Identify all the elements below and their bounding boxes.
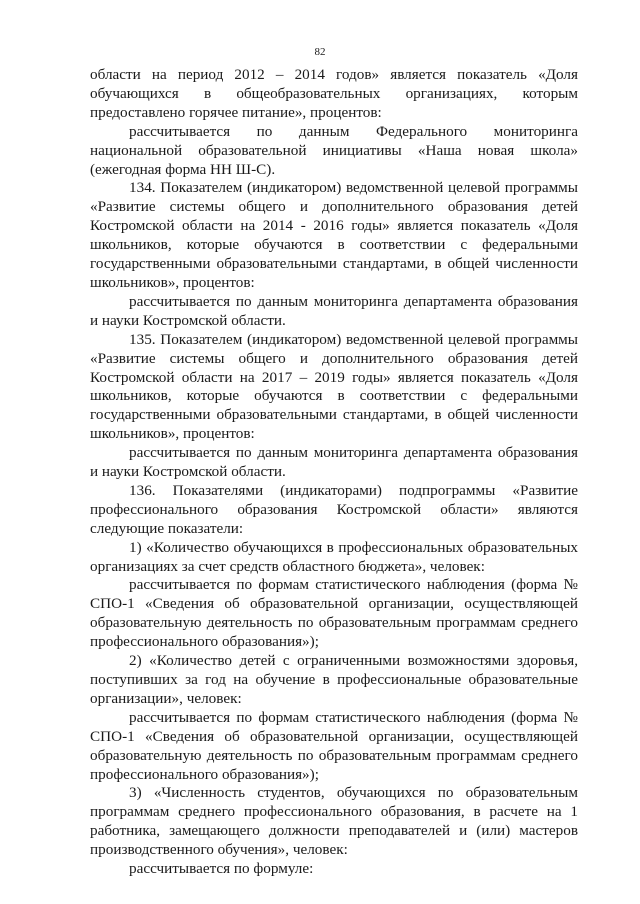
list-item: 1) «Количество обучающихся в профессиональных образовательных организациях за счет средств областного бюджета», человек: [90,538,578,575]
list-item: 2) «Количество детей с ограниченными возможностями здоровья, поступивших за год на обучение в профессиональные образовательные организации», человек: [90,652,578,707]
list-item: 3) «Численность студентов, обучающихся по образовательным программам среднего профессионального образования, в расчете на 1 работника, замещающего должности преподавателей и (или) мастеров производственного обучения», человек: [90,784,578,859]
paragraph: рассчитывается по данным Федерального мониторинга национальной образовательной инициативы «Наша новая школа» (ежегодная форма НН Ш-С). [90,122,578,178]
paragraph: 134. Показателем (индикатором) ведомственной целевой программы «Развитие системы общего и дополнительного образования детей Костромской области на 2014 - 2016 годы» является показатель «Доля школьников, которые обучаются в соответствии с федеральными государственными образовательными стандартами, в общей численности школьников», процентов: [90,179,578,291]
body-text [90,66,578,879]
paragraph: рассчитывается по формам статистического наблюдения (форма № СПО-1 «Сведения об образовательной организации, осуществляющей образовательную деятельность по образовательным программам среднего профессионального образования»); [90,708,578,783]
paragraph: рассчитывается по данным мониторинга департамента образования и науки Костромской области. [90,292,578,329]
paragraph: области на период 2012 – 2014 годов» является показатель «Доля обучающихся в общеобразовательных организациях, которым предоставлено горячее питание», процентов: [90,66,578,121]
paragraph: 135. Показателем (индикатором) ведомственной целевой программы «Развитие системы общего и дополнительного образования детей Костромской области на 2017 – 2019 годы» является показатель «Доля школьников, которые обучаются в соответствии с федеральными государственными образовательными стандартами, в общей численности школьников», процентов: [90,330,578,443]
paragraph: 136. Показателями (индикаторами) подпрограммы «Развитие профессионального образования Костромской области» являются следующие показатели: [90,481,578,537]
paragraph: рассчитывается по формуле: [129,860,314,878]
paragraph: рассчитывается по данным мониторинга департамента образования и науки Костромской области. [90,444,578,481]
page-number: 82 [314,46,326,58]
paragraph: рассчитывается по формам статистического наблюдения (форма № СПО-1 «Сведения об образовательной организации, осуществляющей образовательную деятельность по образовательным программам среднего профессионального образования»); [90,576,578,651]
